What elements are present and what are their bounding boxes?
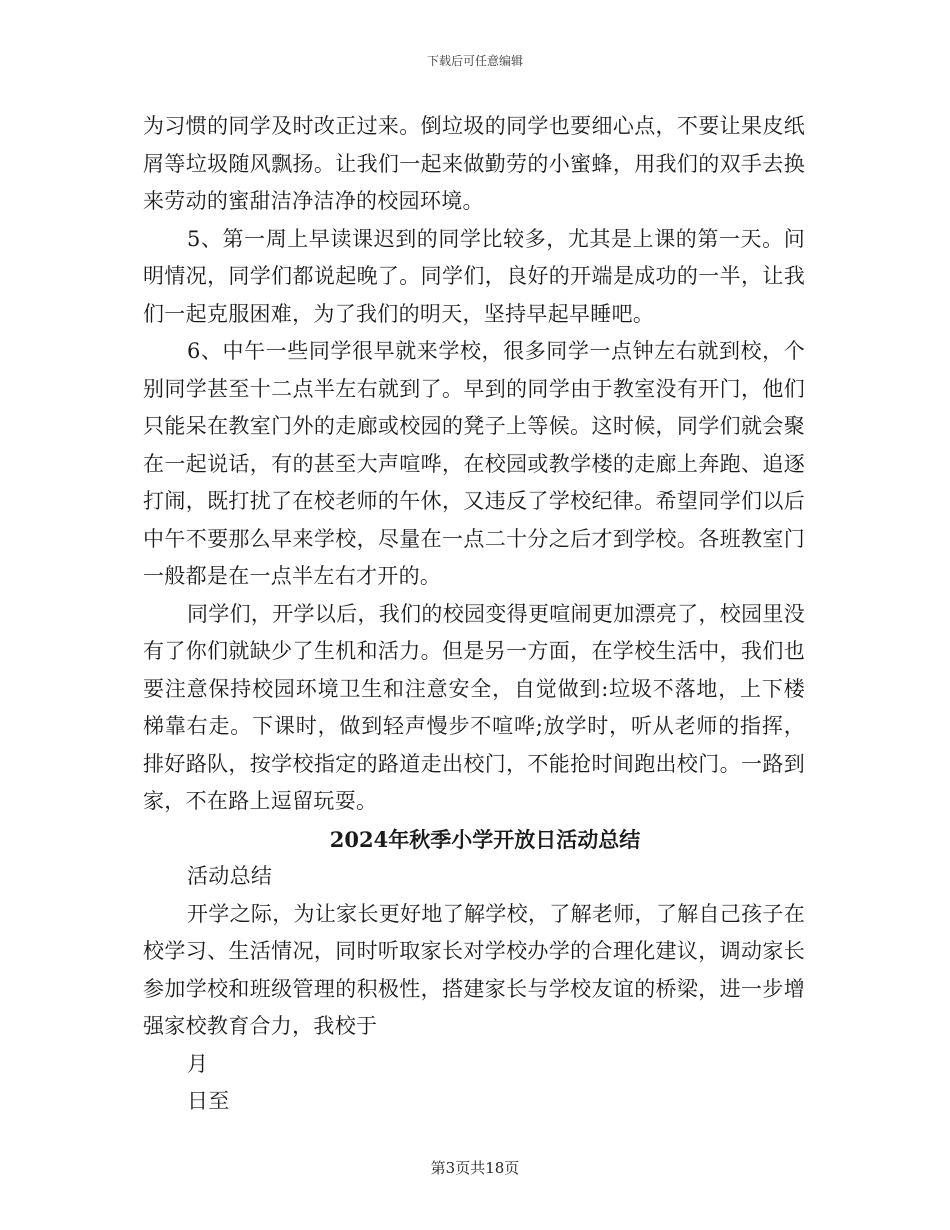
document-body xyxy=(143,108,805,1121)
page-number: 第3页共18页 xyxy=(430,1159,520,1177)
subheading: 活动总结 xyxy=(187,864,273,888)
section-title: 2024年秋季小学开放日活动总结 xyxy=(329,826,641,852)
paragraph-summary: 开学之际，为让家长更好地了解学校，了解老师，了解自己孩子在校学习、生活情况，同时听取家长对学校办学的合理化建议，调动家长参加学校和班级管理的积极性，搭建家长与学校友谊的桥梁，进一步增强家校教育合力，我校于 xyxy=(143,901,805,1038)
paragraph-continuation: 为习惯的同学及时改正过来。倒垃圾的同学也要细心点，不要让果皮纸屑等垃圾随风飘扬。让我们一起来做勤劳的小蜜蜂，用我们的双手去换来劳动的蜜甜洁净洁净的校园环境。 xyxy=(143,114,805,213)
paragraph-closing: 同学们，开学以后，我们的校园变得更喧闹更加漂亮了，校园里没有了你们就缺少了生机和活力。但是另一方面，在学校生活中，我们也要注意保持校园环境卫生和注意安全，自觉做到:垃圾不落地，上下楼梯靠右走。下课时，做到轻声慢步不喧哗;放学时，听从老师的指挥，排好路队，按学校指定的路道走出校门，不能抢时间跑出校门。一路到家，不在路上逗留玩耍。 xyxy=(143,601,805,813)
paragraph-item-5: 5、第一周上早读课迟到的同学比较多，尤其是上课的第一天。问明情况，同学们都说起晚了。同学们，良好的开端是成功的一半，让我们一起克服困难，为了我们的明天，坚持早起早睡吧。 xyxy=(143,226,805,326)
line-month: 月 xyxy=(187,1051,209,1076)
paragraph-item-6: 6、中午一些同学很早就来学校，很多同学一点钟左右就到校，个别同学甚至十二点半左右就到了。早到的同学由于教室没有开门，他们只能呆在教室门外的走廊或校园的凳子上等候。这时候，同学们就会聚在一起说话，有的甚至大声喧哗，在校园或教学楼的走廊上奔跑、追逐打闹，既打扰了在校老师的午休，又违反了学校纪律。希望同学们以后中午不要那么早来学校，尽量在一点二十分之后才到学校。各班教室门一般都是在一点半左右才开的。 xyxy=(143,339,805,588)
line-day: 日至 xyxy=(187,1089,230,1113)
header-note: 下载后可任意编辑 xyxy=(426,54,523,68)
